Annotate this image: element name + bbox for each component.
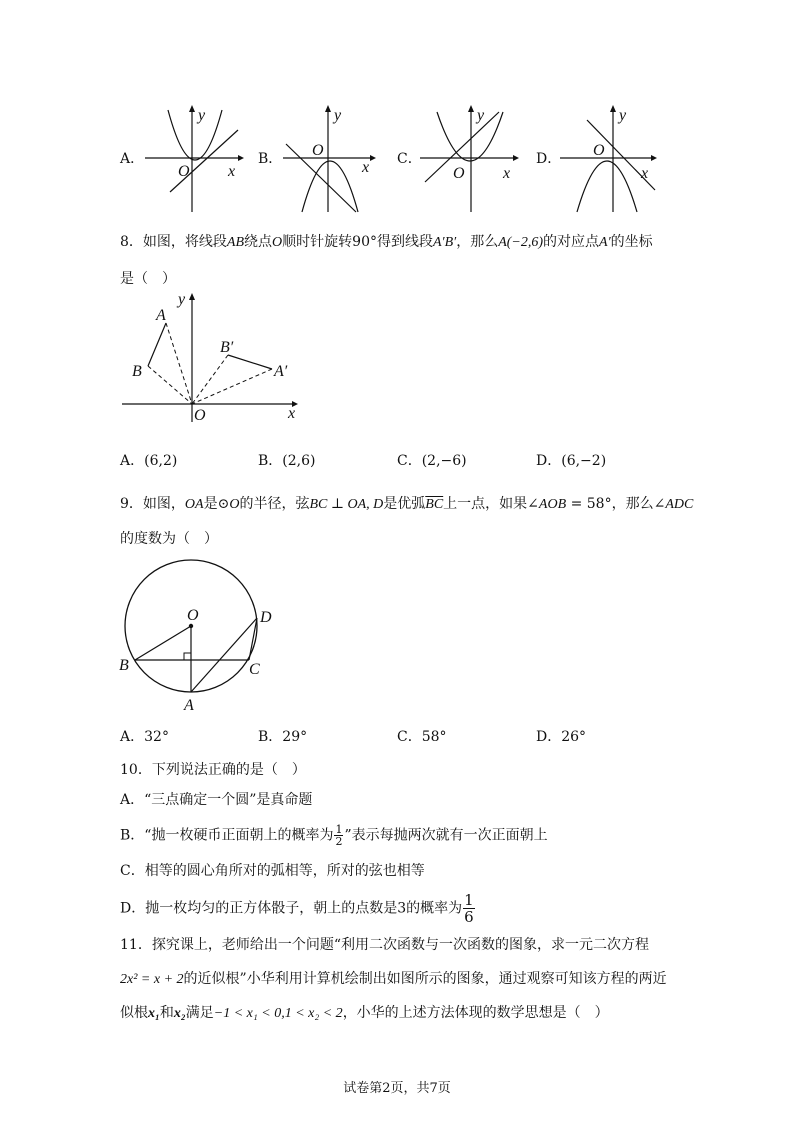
q11-stem-line2: 2x² = x + 2的近似根”小华利用计算机绘制出如图所示的图象，通过观察可知该方程的两近	[120, 971, 667, 987]
q10-option-b: B．“抛一枚硬币正面朝上的概率为 $\frac{1}{2}$ ”表示每抛两次就有一次正面朝上	[120, 823, 548, 848]
q7-graph-c	[415, 100, 525, 215]
q7-graph-b	[278, 100, 388, 215]
q8-label-a-prime: A′	[274, 363, 288, 380]
q7-option-c-label: C．	[397, 151, 422, 167]
q9-option-d: D．26°	[536, 729, 587, 745]
q9-label-c: C	[249, 661, 260, 678]
q9-option-b: B．29°	[258, 729, 308, 745]
q8-label-origin: O	[194, 407, 206, 424]
q7a-y-label: y	[198, 107, 206, 124]
q7a-origin-label: O	[178, 163, 190, 180]
q7b-origin-label: O	[312, 142, 324, 159]
q8-stem-line2: 是（ ）	[120, 271, 176, 287]
q10-option-a: A．“三点确定一个圆”是真命题	[120, 792, 313, 808]
q7a-x-label: x	[228, 163, 236, 180]
q7-option-d-label: D．	[536, 151, 562, 167]
q8-stem-line1: 8．如图，将线段AB绕点O顺时针旋转90°得到线段A′B′，那么A(−2,6)的对应点A′的坐标	[120, 234, 653, 250]
q10-option-c: C．相等的圆心角所对的弧相等，所对的弦也相等	[120, 863, 425, 879]
q8-figure	[120, 290, 310, 425]
q8-option-c: C．(2,−6)	[397, 453, 467, 469]
q10-option-d: D．抛一枚均匀的正方体骰子，朝上的点数是3的概率为 $\frac{1}{6}$	[120, 891, 474, 926]
q7c-x-label: x	[503, 165, 511, 182]
q7b-y-label: y	[334, 107, 342, 124]
q7-option-a-label: A．	[120, 151, 145, 167]
q9-label-o: O	[187, 607, 199, 624]
q8-label-b-prime: B′	[220, 339, 234, 356]
q7d-y-label: y	[619, 107, 627, 124]
q8-option-b: B．(2,6)	[258, 453, 316, 469]
q9-label-b: B	[119, 657, 129, 674]
q7d-origin-label: O	[593, 142, 605, 159]
q7b-x-label: x	[362, 159, 370, 176]
q7d-x-label: x	[641, 165, 649, 182]
q8-option-a: A．(6,2)	[120, 453, 178, 469]
q8-label-a: A	[156, 307, 166, 324]
page-footer: 试卷第2页，共7页	[343, 1081, 451, 1096]
q11-stem-line3: 似根x₁和x₂满足−1 < x₁ < 0,1 < x₂ < 2，小华的上述方法体现的数学思想是（ ）	[120, 1005, 609, 1021]
q9-option-a: A．32°	[120, 729, 169, 745]
q9-stem-line2: 的度数为（ ）	[120, 531, 218, 547]
q8-label-y: y	[178, 291, 186, 308]
q8-option-d: D．(6,−2)	[536, 453, 607, 469]
q10-stem: 10．下列说法正确的是（ ）	[120, 762, 306, 778]
q7-option-b-label: B．	[258, 151, 283, 167]
q10-b-fraction: $\frac{1}{2}$	[335, 823, 343, 848]
q8-label-x: x	[288, 405, 296, 422]
q11-stem-line1: 11．探究课上，老师给出一个问题“利用二次函数与一次函数的图象，求一元二次方程	[120, 937, 649, 953]
q9-label-d: D	[260, 609, 272, 626]
q7-graph-d	[555, 100, 665, 215]
q7c-origin-label: O	[453, 165, 465, 182]
q9-option-c: C．58°	[397, 729, 447, 745]
q9-figure	[115, 568, 285, 713]
q9-stem-line1: 9．如图，OA是⊙O的半径，弦BC ⊥ OA, D是优弧$\overline{BC}$上一点，如果∠AOB = 58°，那么∠ADC	[120, 496, 694, 512]
q8-label-b: B	[132, 363, 142, 380]
q9-label-a: A	[184, 697, 194, 714]
q10-d-fraction: $\frac{1}{6}$	[464, 891, 474, 926]
q7-graph-a	[140, 100, 250, 215]
q7c-y-label: y	[477, 107, 485, 124]
